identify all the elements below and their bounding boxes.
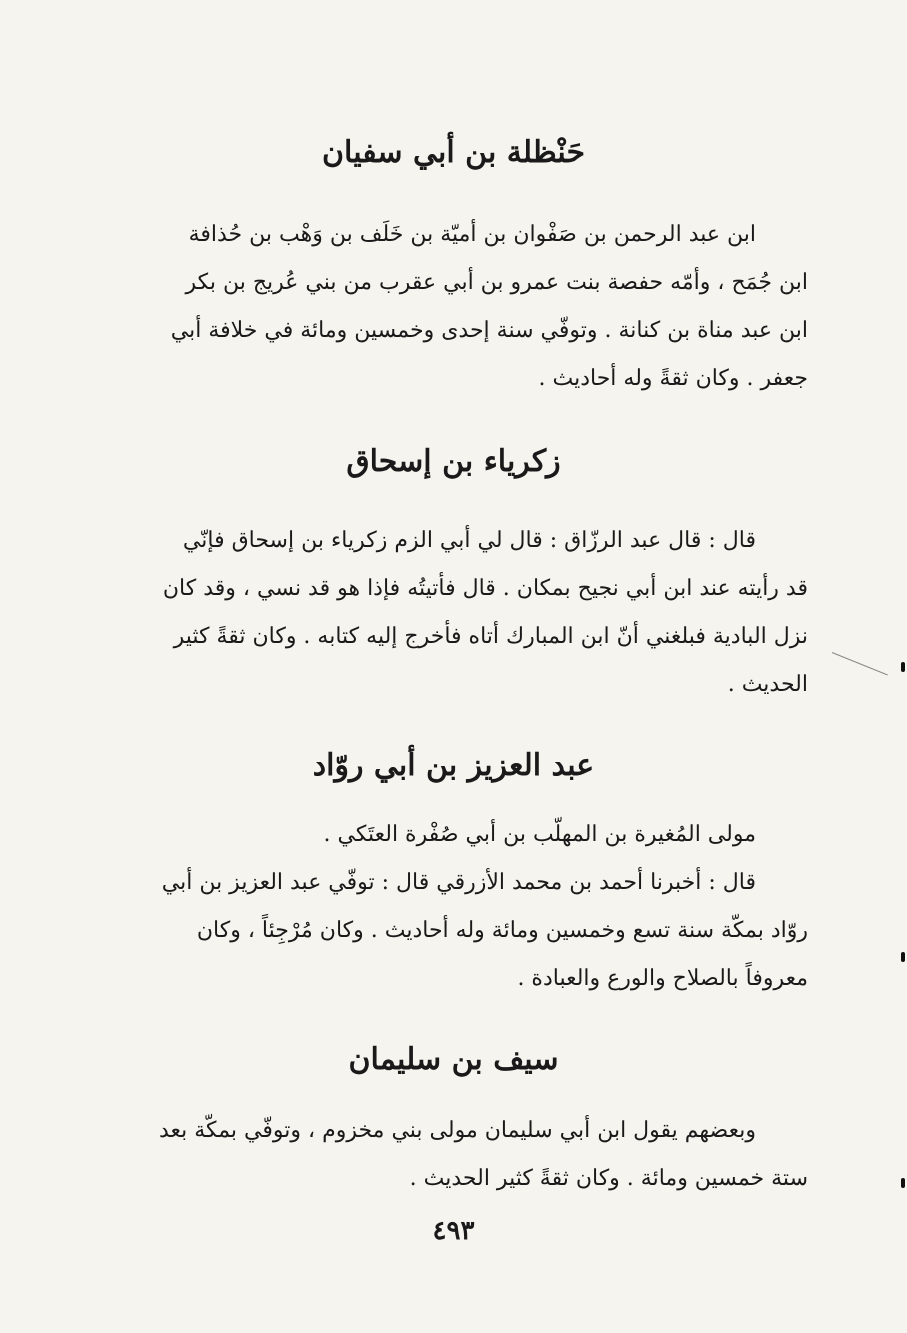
section-body-sayf [108,1107,808,1203]
text-line: مولى المُغيرة بن المهلّب بن أبي صُفْرة العتَكي . [323,822,756,847]
section-title-sayf: سيف بن سليمان [348,1042,559,1077]
section-title-abd-al-aziz: عبد العزيز بن أبي روّاد [312,748,595,783]
section-body-zakariya [108,517,808,709]
text-line: وبعضهم يقول ابن أبي سليمان مولى بني مخزوم ، وتوفّي بمكّة بعد [158,1118,756,1143]
text-line: ابن عبد الرحمن بن صَفْوان بن أميّة بن خَلَف بن وَهْب بن حُذافة [188,222,756,247]
page-number: ٤٩٣ [432,1216,475,1246]
text-line: نزل البادية فبلغني أنّ ابن المبارك أتاه فأخرج إليه كتابه . وكان ثقةً كثير [173,624,808,649]
scan-edge-mark [901,1178,905,1188]
text-line: قال : قال عبد الرزّاق : قال لي أبي الزم زكرياء بن إسحاق فإنّي [182,528,756,553]
section-title-hanzala: حَنْظلة بن أبي سفيان [322,135,585,170]
text-line: ابن عبد مناة بن كنانة . وتوفّي سنة إحدى وخمسين ومائة في خلافة أبي [170,318,808,343]
section-title-zakariya: زكرياء بن إسحاق [346,444,561,479]
text-line: روّاد بمكّة سنة تسع وخمسين ومائة وله أحاديث . وكان مُرْجِئاً ، وكان [196,918,808,943]
text-line: ستة خمسين ومائة . وكان ثقةً كثير الحديث . [409,1166,808,1191]
scan-edge-mark [901,952,905,962]
text-line: ابن جُمَح ، وأمّه حفصة بنت عمرو بن أبي عقرب من بني عُريج بن بكر [185,270,808,295]
text-line: الحديث . [727,672,808,697]
section-body-abd-al-aziz [108,811,808,1003]
text-line: قال : أخبرنا أحمد بن محمد الأزرقي قال : توفّي عبد العزيز بن أبي [161,870,756,895]
text-line: معروفاً بالصلاح والورع والعبادة . [517,966,808,991]
section-body-hanzala [108,211,808,403]
text-line: جعفر . وكان ثقةً وله أحاديث . [538,366,808,391]
text-line: قد رأيته عند ابن أبي نجيح بمكان . قال فأتيتُه فإذا هو قد نسي ، وقد كان [162,576,808,601]
scan-artifact-line [832,652,888,675]
scan-edge-mark [901,662,905,672]
